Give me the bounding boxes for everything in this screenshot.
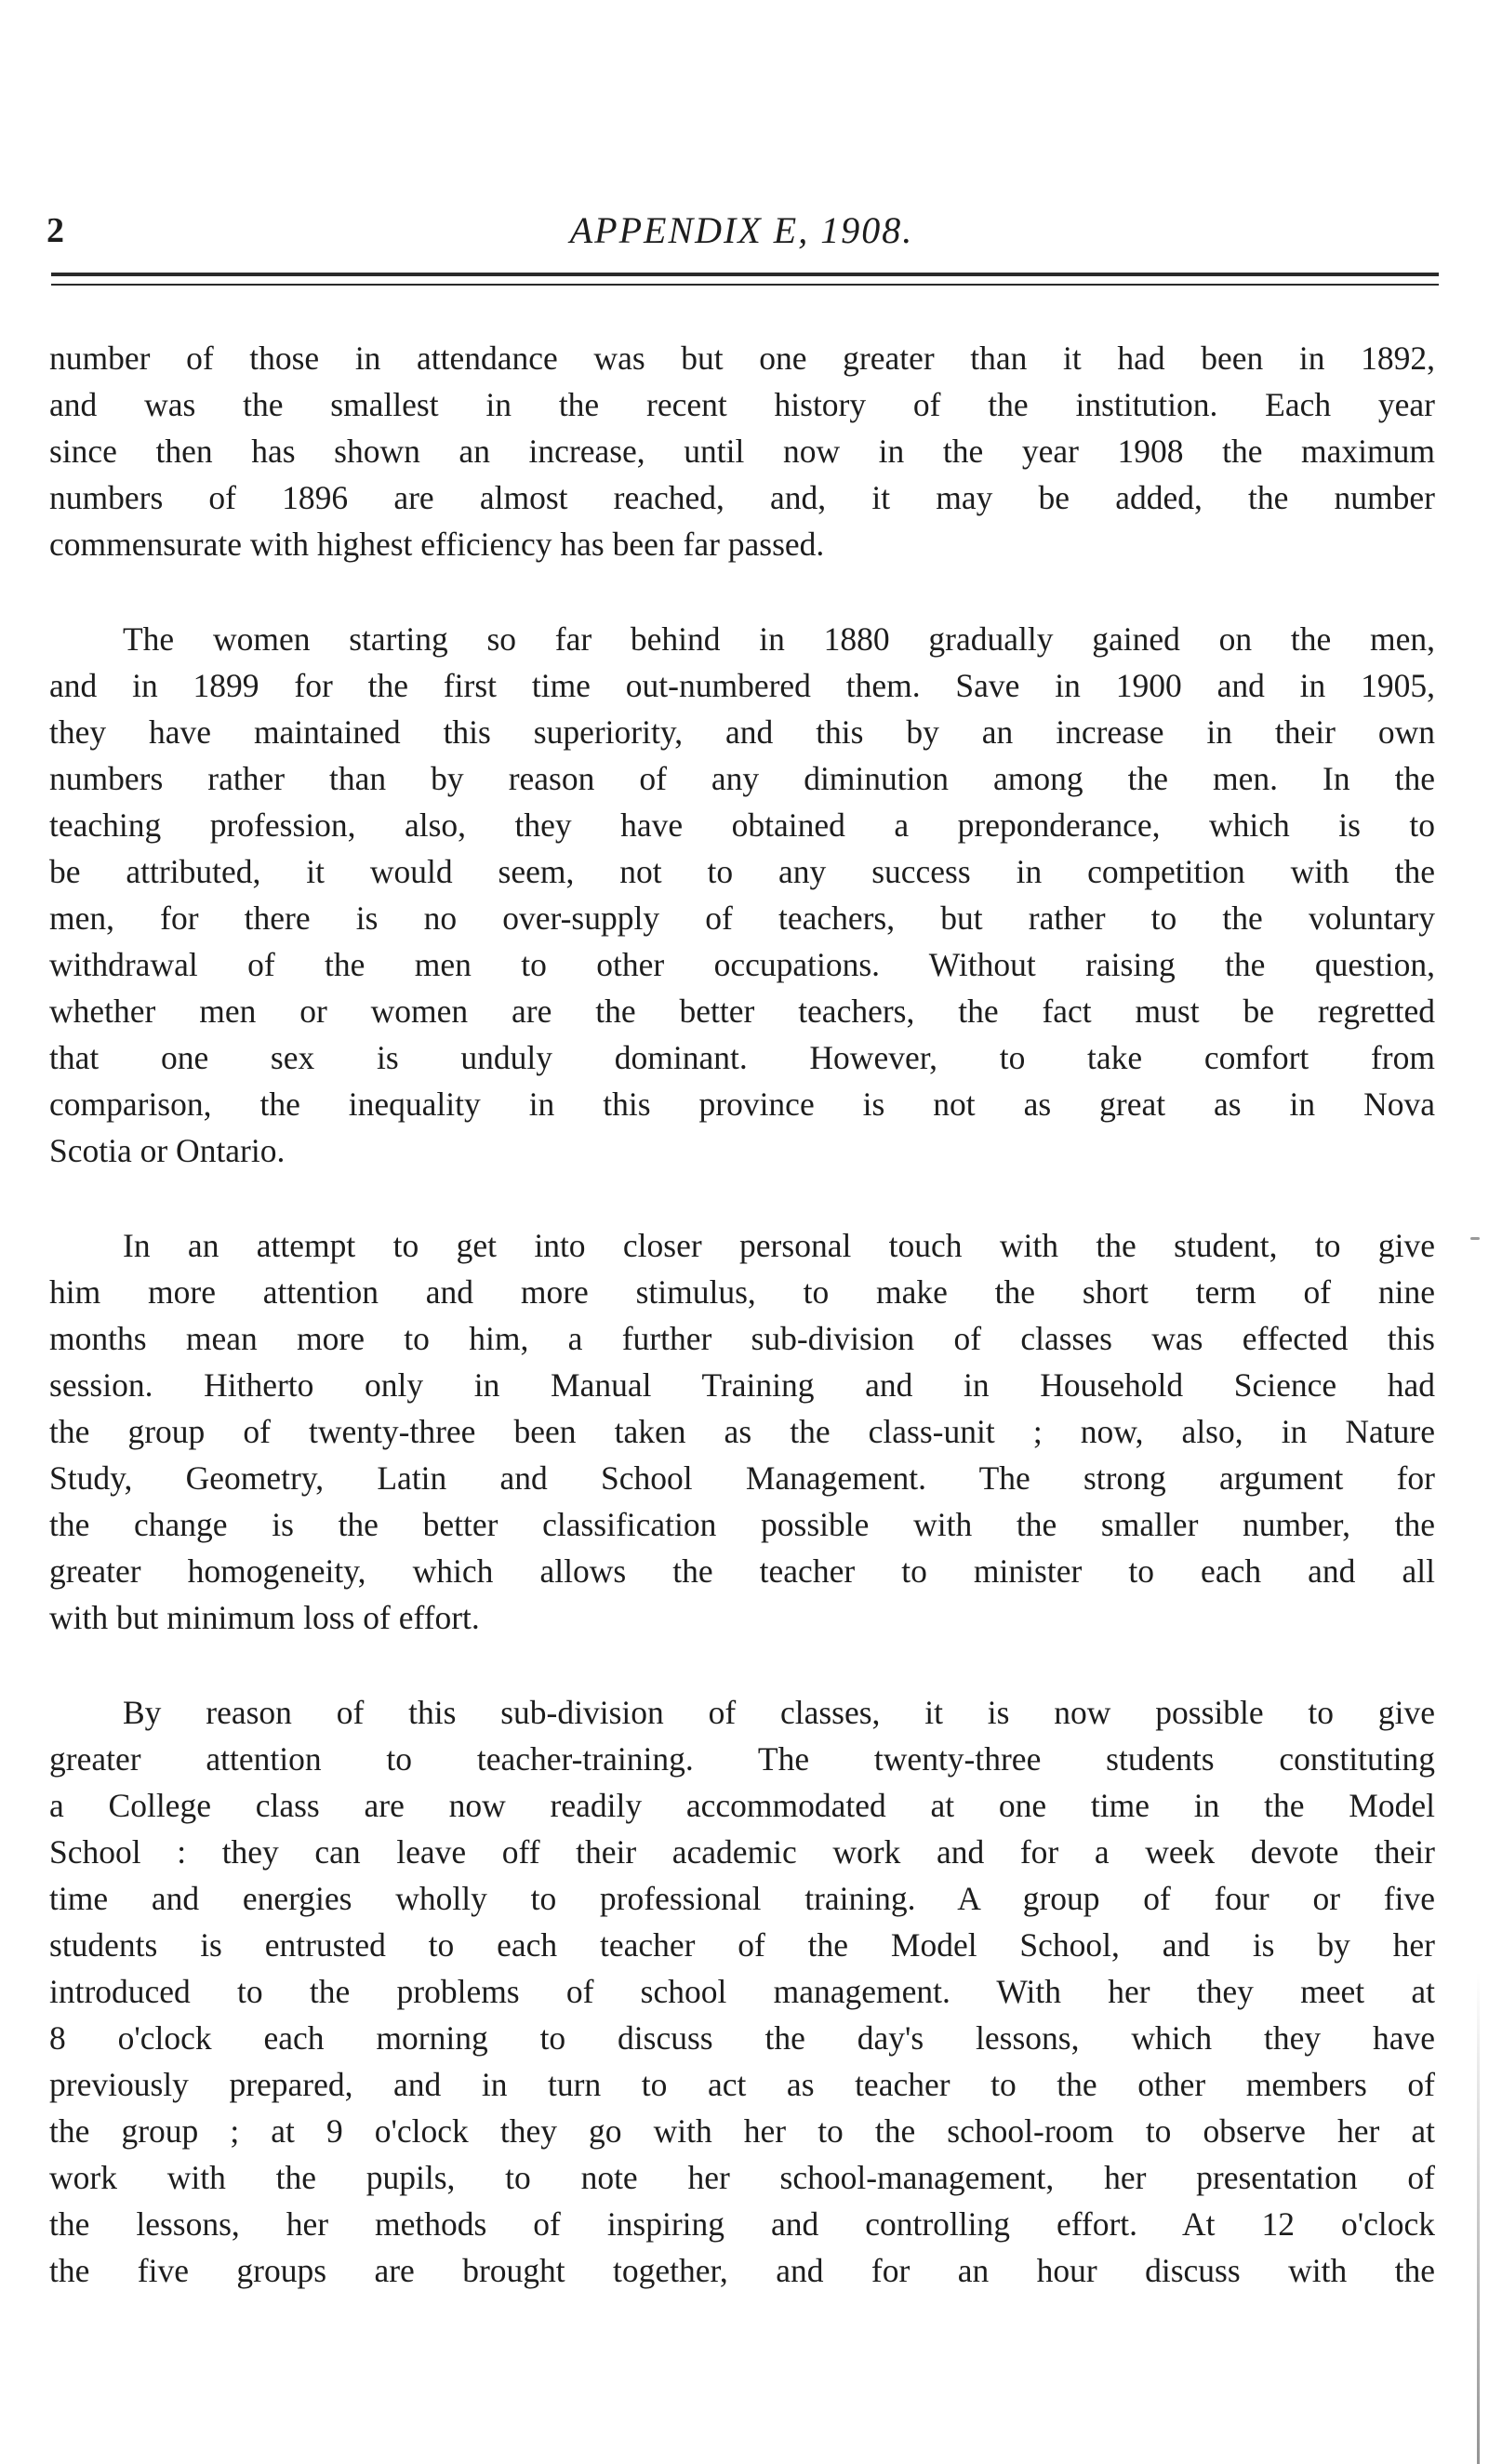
text-line: the five groups are brought together, and for an hour discuss with the (49, 2252, 1435, 2289)
text-line: and was the smallest in the recent history of the institution. Each year (49, 386, 1435, 423)
body-text (49, 335, 1435, 2342)
text-line: greater attention to teacher-training. The twenty-three students constituting (49, 1740, 1435, 1778)
text-line: By reason of this sub-division of classes, it is now possible to give (123, 1694, 1435, 1731)
text-line: and in 1899 for the first time out-numbered them. Save in 1900 and in 1905, (49, 667, 1435, 704)
page-edge-shadow (1477, 1972, 1480, 2464)
running-title: APPENDIX E, 1908. (569, 209, 914, 251)
text-line: they have maintained this superiority, and this by an increase in their own (49, 713, 1435, 751)
text-line: a College class are now readily accommodated at one time in the Model (49, 1787, 1435, 1824)
text-line: be attributed, it would seem, not to any success in competition with the (49, 853, 1435, 890)
text-line: comparison, the inequality in this province is not as great as in Nova (49, 1085, 1435, 1123)
text-line: that one sex is unduly dominant. However, to take comfort from (49, 1039, 1435, 1076)
text-line: commensurate with highest efficiency has been far passed. (49, 526, 825, 563)
text-line: time and energies wholly to professional training. A group of four or five (49, 1880, 1435, 1917)
header-rule-thin (51, 284, 1439, 286)
text-line: Scotia or Ontario. (49, 1132, 286, 1169)
text-line: students is entrusted to each teacher of the Model School, and is by her (49, 1926, 1435, 1964)
header-rule-thick (51, 273, 1439, 276)
text-line: the group ; at 9 o'clock they go with her to the school-room to observe her at (49, 2112, 1435, 2150)
paragraph-1 (49, 335, 1435, 567)
text-line: session. Hitherto only in Manual Training and in Household Science had (49, 1366, 1435, 1404)
text-line: the change is the better classification possible with the smaller number, the (49, 1506, 1435, 1543)
text-line: whether men or women are the better teachers, the fact must be regretted (49, 992, 1435, 1030)
text-line: work with the pupils, to note her school-management, her presentation of (49, 2159, 1435, 2196)
paragraph-3 (49, 1222, 1435, 1641)
text-line: the lessons, her methods of inspiring and controlling effort. At 12 o'clock (49, 2205, 1435, 2243)
paragraph-2 (49, 616, 1435, 1174)
text-line: numbers of 1896 are almost reached, and, it may be added, the number (49, 479, 1435, 516)
page-number: 2 (47, 211, 64, 250)
paragraph-4 (49, 1689, 1435, 2294)
text-line: the group of twenty-three been taken as the class-unit ; now, also, in Nature (49, 1413, 1435, 1450)
text-line: previously prepared, and in turn to act as teacher to the other members of (49, 2066, 1435, 2103)
text-line: numbers rather than by reason of any diminution among the men. In the (49, 760, 1435, 797)
text-line: greater homogeneity, which allows the teacher to minister to each and all (49, 1552, 1435, 1590)
text-line: introduced to the problems of school management. With her they meet at (49, 1973, 1435, 2010)
text-line: men, for there is no over-supply of teachers, but rather to the voluntary (49, 899, 1435, 937)
text-line: since then has shown an increase, until now in the year 1908 the maximum (49, 433, 1435, 470)
margin-mark (1470, 1237, 1480, 1240)
text-line: The women starting so far behind in 1880 gradually gained on the men, (123, 620, 1435, 658)
text-line: months mean more to him, a further sub-division of classes was effected this (49, 1320, 1435, 1357)
text-line: teaching profession, also, they have obtained a preponderance, which is to (49, 806, 1435, 844)
text-line: withdrawal of the men to other occupations. Without raising the question, (49, 946, 1435, 983)
text-line: number of those in attendance was but one greater than it had been in 1892, (49, 340, 1435, 377)
text-line: Study, Geometry, Latin and School Management. The strong argument for (49, 1459, 1435, 1497)
page-header (47, 203, 1437, 259)
text-line: with but minimum loss of effort. (49, 1599, 480, 1636)
text-line: him more attention and more stimulus, to make the short term of nine (49, 1273, 1435, 1311)
text-line: 8 o'clock each morning to discuss the day's lessons, which they have (49, 2019, 1435, 2057)
text-line: In an attempt to get into closer personal touch with the student, to give (123, 1227, 1435, 1264)
text-line: School : they can leave off their academic work and for a week devote their (49, 1833, 1435, 1871)
